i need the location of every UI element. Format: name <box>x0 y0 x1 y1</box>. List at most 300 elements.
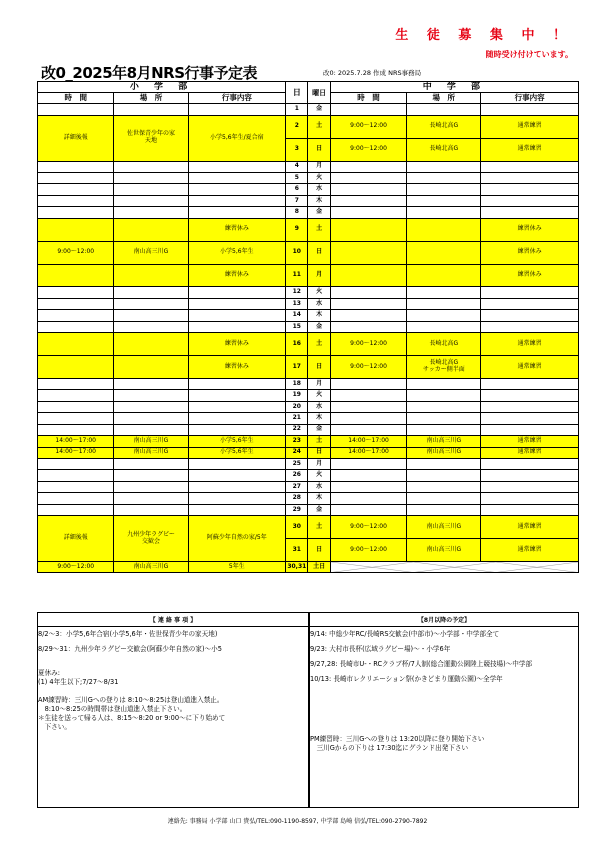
junior-time-cell <box>330 504 406 515</box>
weekday-cell: 土 <box>308 516 330 539</box>
recruit-notice <box>395 24 573 60</box>
day-cell: 28 <box>286 493 308 504</box>
plans-line <box>310 726 578 735</box>
elem-time-cell <box>38 218 114 241</box>
day-cell: 13 <box>286 298 308 309</box>
elem-time-cell <box>38 378 114 389</box>
weekday-cell: 日 <box>308 447 330 458</box>
junior-place-cell <box>407 207 481 218</box>
weekday-cell: 土日 <box>308 561 330 572</box>
elem-place-cell <box>114 356 188 379</box>
elem-time-cell <box>38 333 114 356</box>
junior-place-cell <box>407 298 481 309</box>
weekday-cell: 金 <box>308 321 330 332</box>
notes-line: ＊生徒を送って帰る人は、8:15～8:20 or 9:00～に下り始めて <box>38 714 226 722</box>
elem-place-cell: 南山高三川G <box>114 241 188 264</box>
notes-line <box>38 687 308 696</box>
plans-line: 三川Gからの下りは 17:30迄にグランド出発下さい <box>310 744 469 752</box>
plans-line <box>310 717 578 726</box>
schedule-row <box>38 424 579 435</box>
elem-place-cell <box>114 218 188 241</box>
weekday-cell: 火 <box>308 390 330 401</box>
junior-place-cell <box>407 401 481 412</box>
junior-place-cell <box>407 378 481 389</box>
junior-time-cell <box>330 424 406 435</box>
elem-content-cell <box>188 173 286 184</box>
elem-place-cell <box>114 378 188 389</box>
schedule-row <box>38 287 579 298</box>
schedule-row <box>38 504 579 515</box>
junior-content-cell <box>481 161 579 172</box>
junior-place-header: 場 所 <box>407 93 481 104</box>
elem-place-cell <box>114 207 188 218</box>
junior-time-cell <box>330 310 406 321</box>
notes-line: 8/29～31：九州少年ラグビー交歓会(阿蘇少年自然の家)～小5 <box>38 645 222 653</box>
junior-time-cell <box>330 241 406 264</box>
day-cell: 22 <box>286 424 308 435</box>
elem-content-cell <box>188 470 286 481</box>
day-cell: 3 <box>286 138 308 161</box>
junior-header: 中 学 部 <box>330 82 578 93</box>
weekday-cell: 月 <box>308 264 330 287</box>
day-cell: 16 <box>286 333 308 356</box>
day-cell: 26 <box>286 470 308 481</box>
junior-time-cell: 14:00～17:00 <box>330 436 406 447</box>
schedule-row <box>38 447 579 458</box>
elem-content-cell: 練習休み <box>188 333 286 356</box>
junior-content-cell <box>481 310 579 321</box>
junior-place-cell <box>407 287 481 298</box>
junior-place-cell <box>407 173 481 184</box>
junior-time-cell: 9:00～12:00 <box>330 356 406 379</box>
elem-time-header: 時 間 <box>38 93 114 104</box>
elem-time-cell <box>38 504 114 515</box>
day-cell: 24 <box>286 447 308 458</box>
elem-time-cell <box>38 287 114 298</box>
elem-place-cell: 南山高三川G <box>114 561 188 572</box>
junior-time-cell <box>330 390 406 401</box>
junior-time-cell <box>330 481 406 492</box>
elem-time-cell <box>38 161 114 172</box>
schedule-row <box>38 356 579 379</box>
page-title: 改0_2025年8月NRS行事予定表 <box>41 64 258 82</box>
plans-line <box>310 699 578 708</box>
notes-title: 【 連 絡 事 項 】 <box>38 613 308 627</box>
weekday-cell: 土 <box>308 115 330 138</box>
elem-time-cell <box>38 264 114 287</box>
weekday-cell: 水 <box>308 184 330 195</box>
recruit-subtitle: 随時受け付けています。 <box>485 50 573 59</box>
elem-place-cell <box>114 493 188 504</box>
schedule-row <box>38 493 579 504</box>
elem-content-cell <box>188 207 286 218</box>
elem-time-cell: 9:00～12:00 <box>38 561 114 572</box>
elem-time-cell: 9:00～12:00 <box>38 241 114 264</box>
junior-content-cell <box>481 390 579 401</box>
junior-place-cell: 長崎北高G <box>407 115 481 138</box>
junior-place-cell <box>407 413 481 424</box>
schedule-row <box>38 401 579 412</box>
weekday-cell: 金 <box>308 104 330 115</box>
junior-place-cell <box>407 195 481 206</box>
plans-line: PM練習時：三川Gへの登りは 13:20以降に登り開始下さい <box>310 735 485 743</box>
day-cell: 30 <box>286 516 308 539</box>
elem-content-cell: 練習休み <box>188 218 286 241</box>
junior-time-cell <box>330 104 406 115</box>
junior-place-cell <box>407 321 481 332</box>
elem-time-cell <box>38 424 114 435</box>
junior-time-cell: 9:00～12:00 <box>330 539 406 562</box>
junior-content-cell <box>481 413 579 424</box>
empty-crossed-cell <box>330 561 578 572</box>
schedule-row <box>38 561 579 572</box>
junior-content-cell <box>481 459 579 470</box>
junior-place-cell: 長崎北高G サッカー側半面 <box>407 356 481 379</box>
recruit-title: 生 徒 募 集 中 ！ <box>395 28 573 43</box>
junior-time-cell <box>330 459 406 470</box>
weekday-cell: 木 <box>308 493 330 504</box>
schedule-row <box>38 333 579 356</box>
day-cell: 30,31 <box>286 561 308 572</box>
junior-content-cell: 練習休み <box>481 264 579 287</box>
weekday-cell: 金 <box>308 424 330 435</box>
elem-place-cell <box>114 287 188 298</box>
schedule-row <box>38 161 579 172</box>
junior-place-cell <box>407 218 481 241</box>
plans-line: 9/23: 大村市長杯(広域ラグビー場)～・小学6年 <box>310 645 451 653</box>
junior-content-cell <box>481 298 579 309</box>
junior-place-cell: 南山高三川G <box>407 516 481 539</box>
junior-place-cell <box>407 161 481 172</box>
schedule-row <box>38 378 579 389</box>
elem-content-cell <box>188 104 286 115</box>
weekday-cell: 月 <box>308 161 330 172</box>
elem-place-cell <box>114 298 188 309</box>
day-cell: 10 <box>286 241 308 264</box>
junior-place-cell: 南山高三川G <box>407 436 481 447</box>
junior-time-cell <box>330 401 406 412</box>
elem-time-cell <box>38 173 114 184</box>
junior-place-cell: 長崎北高G <box>407 138 481 161</box>
plans-line: 9/14: 中総少年RC/長崎RS交歓会(中部市)～小学部・中学部全て <box>310 630 500 638</box>
revision-note: 改0: 2025.7.28 作成 NRS事務局 <box>323 69 422 77</box>
junior-time-cell: 9:00～12:00 <box>330 516 406 539</box>
weekday-cell: 日 <box>308 241 330 264</box>
elem-content-cell <box>188 413 286 424</box>
elem-place-cell <box>114 195 188 206</box>
elem-time-cell <box>38 195 114 206</box>
elem-place-cell <box>114 481 188 492</box>
elem-content-cell <box>188 424 286 435</box>
elem-place-cell <box>114 424 188 435</box>
notes-line <box>38 660 308 669</box>
elem-content-header: 行事内容 <box>188 93 286 104</box>
weekday-cell: 火 <box>308 173 330 184</box>
weekday-cell: 土 <box>308 218 330 241</box>
schedule-row <box>38 390 579 401</box>
plans-line <box>310 708 578 717</box>
elem-time-cell <box>38 413 114 424</box>
elem-content-cell <box>188 401 286 412</box>
schedule-row <box>38 481 579 492</box>
junior-time-cell: 9:00～12:00 <box>330 333 406 356</box>
elem-place-cell <box>114 459 188 470</box>
weekday-header: 曜日 <box>308 82 330 104</box>
junior-place-cell <box>407 310 481 321</box>
elem-content-cell <box>188 493 286 504</box>
junior-content-cell <box>481 470 579 481</box>
plans-title: 【8月以降の予定】 <box>310 613 578 627</box>
elem-content-cell <box>188 390 286 401</box>
weekday-cell: 水 <box>308 401 330 412</box>
day-cell: 11 <box>286 264 308 287</box>
notes-line: (1) 4年生以下;7/27～8/31 <box>38 678 119 686</box>
elem-place-cell <box>114 401 188 412</box>
junior-place-cell <box>407 104 481 115</box>
weekday-cell: 金 <box>308 207 330 218</box>
weekday-cell: 日 <box>308 138 330 161</box>
elem-place-cell <box>114 390 188 401</box>
junior-content-cell <box>481 207 579 218</box>
junior-content-cell: 通常練習 <box>481 447 579 458</box>
day-cell: 8 <box>286 207 308 218</box>
plans-box <box>309 612 579 808</box>
schedule-row <box>38 241 579 264</box>
notes-box <box>37 612 309 808</box>
junior-time-cell <box>330 218 406 241</box>
elem-time-cell <box>38 390 114 401</box>
elem-content-cell: 練習休み <box>188 356 286 379</box>
day-cell: 7 <box>286 195 308 206</box>
junior-place-cell <box>407 493 481 504</box>
weekday-cell: 日 <box>308 356 330 379</box>
elem-content-cell: 練習休み <box>188 264 286 287</box>
junior-content-cell <box>481 287 579 298</box>
junior-place-cell <box>407 390 481 401</box>
elem-content-cell <box>188 287 286 298</box>
elem-time-cell: 14:00～17:00 <box>38 436 114 447</box>
junior-place-cell <box>407 424 481 435</box>
day-cell: 12 <box>286 287 308 298</box>
junior-content-header: 行事内容 <box>481 93 579 104</box>
elem-time-cell <box>38 104 114 115</box>
weekday-cell: 水 <box>308 481 330 492</box>
junior-time-cell <box>330 378 406 389</box>
elementary-header: 小 学 部 <box>38 82 286 93</box>
schedule-row <box>38 321 579 332</box>
junior-content-cell <box>481 493 579 504</box>
junior-content-cell <box>481 378 579 389</box>
day-cell: 29 <box>286 504 308 515</box>
day-cell: 23 <box>286 436 308 447</box>
elem-content-cell <box>188 310 286 321</box>
junior-content-cell: 通常練習 <box>481 333 579 356</box>
elem-content-cell <box>188 481 286 492</box>
elem-place-cell <box>114 184 188 195</box>
elem-content-cell <box>188 378 286 389</box>
junior-content-cell: 通常練習 <box>481 356 579 379</box>
schedule-row <box>38 310 579 321</box>
junior-content-cell <box>481 104 579 115</box>
schedule-table <box>37 81 579 573</box>
weekday-cell: 金 <box>308 504 330 515</box>
day-cell: 5 <box>286 173 308 184</box>
elem-content-cell: 小学5,6年生 <box>188 436 286 447</box>
schedule-row <box>38 218 579 241</box>
day-cell: 27 <box>286 481 308 492</box>
elem-time-cell <box>38 459 114 470</box>
junior-time-cell <box>330 321 406 332</box>
junior-content-cell: 通常練習 <box>481 516 579 539</box>
schedule-row <box>38 516 579 539</box>
plans-line <box>310 690 578 699</box>
elem-place-cell: 南山高三川G <box>114 447 188 458</box>
elem-time-cell: 14:00～17:00 <box>38 447 114 458</box>
day-cell: 18 <box>286 378 308 389</box>
day-cell: 19 <box>286 390 308 401</box>
weekday-cell: 木 <box>308 413 330 424</box>
elem-time-cell <box>38 493 114 504</box>
plans-line: 10/13: 長崎市レクリエーション祭(かきどまり運動公園)～全学年 <box>310 675 503 683</box>
junior-time-cell: 14:00～17:00 <box>330 447 406 458</box>
junior-content-cell: 通常練習 <box>481 436 579 447</box>
schedule-row <box>38 470 579 481</box>
schedule-row <box>38 264 579 287</box>
elem-place-cell: 九州少年ラグビー 交歓会 <box>114 516 188 562</box>
elem-place-cell <box>114 310 188 321</box>
elem-content-cell: 阿蘇少年自然の家/5年 <box>188 516 286 562</box>
day-cell: 14 <box>286 310 308 321</box>
elem-content-cell <box>188 161 286 172</box>
weekday-cell: 土 <box>308 436 330 447</box>
junior-time-cell <box>330 470 406 481</box>
schedule-row <box>38 413 579 424</box>
junior-content-cell <box>481 481 579 492</box>
junior-time-cell <box>330 493 406 504</box>
junior-content-cell: 通常練習 <box>481 115 579 138</box>
weekday-cell: 月 <box>308 378 330 389</box>
elem-time-cell <box>38 401 114 412</box>
junior-time-cell <box>330 207 406 218</box>
junior-place-cell <box>407 184 481 195</box>
day-cell: 9 <box>286 218 308 241</box>
elem-time-cell <box>38 207 114 218</box>
junior-time-cell <box>330 264 406 287</box>
junior-place-cell <box>407 241 481 264</box>
elem-place-cell <box>114 321 188 332</box>
elem-content-cell <box>188 195 286 206</box>
weekday-cell: 土 <box>308 333 330 356</box>
junior-content-cell: 通常練習 <box>481 539 579 562</box>
junior-place-cell: 長崎北高G <box>407 333 481 356</box>
day-header: 日 <box>286 82 308 104</box>
elem-time-cell <box>38 184 114 195</box>
elem-time-cell: 詳細後報 <box>38 115 114 161</box>
elem-place-cell <box>114 333 188 356</box>
elem-content-cell <box>188 459 286 470</box>
elem-time-cell <box>38 481 114 492</box>
elem-place-cell <box>114 161 188 172</box>
day-cell: 2 <box>286 115 308 138</box>
junior-place-cell: 南山高三川G <box>407 447 481 458</box>
day-cell: 31 <box>286 539 308 562</box>
day-cell: 1 <box>286 104 308 115</box>
junior-place-cell: 南山高三川G <box>407 539 481 562</box>
weekday-cell: 木 <box>308 195 330 206</box>
elem-place-cell <box>114 264 188 287</box>
junior-time-cell: 9:00～12:00 <box>330 138 406 161</box>
junior-place-cell <box>407 504 481 515</box>
weekday-cell: 水 <box>308 298 330 309</box>
plans-line: 9/27,28: 長崎市U-・RCクラブ杯/7人制(総合運動公園陸上競技場)～中学部 <box>310 660 533 668</box>
elem-content-cell: 小学5,6年生/夏合宿 <box>188 115 286 161</box>
elem-place-cell <box>114 173 188 184</box>
junior-time-cell <box>330 161 406 172</box>
day-cell: 4 <box>286 161 308 172</box>
elem-content-cell: 小学5,6年生 <box>188 447 286 458</box>
elem-time-cell <box>38 298 114 309</box>
junior-content-cell <box>481 321 579 332</box>
elem-place-cell <box>114 104 188 115</box>
junior-content-cell <box>481 504 579 515</box>
weekday-cell: 木 <box>308 310 330 321</box>
elem-content-cell <box>188 298 286 309</box>
notes-line: 下さい。 <box>38 723 71 731</box>
junior-time-cell <box>330 173 406 184</box>
schedule-row <box>38 436 579 447</box>
day-cell: 25 <box>286 459 308 470</box>
day-cell: 20 <box>286 401 308 412</box>
junior-place-cell <box>407 481 481 492</box>
weekday-cell: 火 <box>308 287 330 298</box>
elem-content-cell <box>188 184 286 195</box>
junior-content-cell <box>481 401 579 412</box>
day-cell: 6 <box>286 184 308 195</box>
junior-time-cell <box>330 298 406 309</box>
weekday-cell: 火 <box>308 470 330 481</box>
junior-content-cell <box>481 195 579 206</box>
schedule-row <box>38 173 579 184</box>
elem-content-cell <box>188 321 286 332</box>
elem-place-cell <box>114 470 188 481</box>
schedule-row <box>38 184 579 195</box>
elem-place-cell: 佐世保青少年の家 天地 <box>114 115 188 161</box>
junior-time-header: 時 間 <box>330 93 406 104</box>
elem-place-cell: 南山高三川G <box>114 436 188 447</box>
weekday-cell: 月 <box>308 459 330 470</box>
notes-line: AM練習時：三川Gへの登りは 8:10～8:25は登山道進入禁止。 <box>38 696 224 704</box>
day-cell: 21 <box>286 413 308 424</box>
elem-place-cell <box>114 413 188 424</box>
weekday-cell: 日 <box>308 539 330 562</box>
elem-content-cell: 5年生 <box>188 561 286 572</box>
elem-time-cell <box>38 470 114 481</box>
junior-place-cell <box>407 459 481 470</box>
junior-content-cell: 練習休み <box>481 218 579 241</box>
elem-time-cell <box>38 321 114 332</box>
elem-time-cell <box>38 310 114 321</box>
junior-time-cell <box>330 195 406 206</box>
junior-place-cell <box>407 470 481 481</box>
contact-footer: 連絡先: 事務局 小学部 山口 貴弘/TEL:090-1190-8597, 中学部 島崎 信弘/TEL:090-2790-7892 <box>167 818 428 825</box>
schedule-row <box>38 104 579 115</box>
junior-content-cell: 通常練習 <box>481 138 579 161</box>
elem-place-header: 場 所 <box>114 93 188 104</box>
schedule-row <box>38 207 579 218</box>
schedule-row <box>38 298 579 309</box>
notes-line: 8:10～8:25の時間帯は登山道進入禁止下さい。 <box>38 705 187 713</box>
schedule-row <box>38 195 579 206</box>
